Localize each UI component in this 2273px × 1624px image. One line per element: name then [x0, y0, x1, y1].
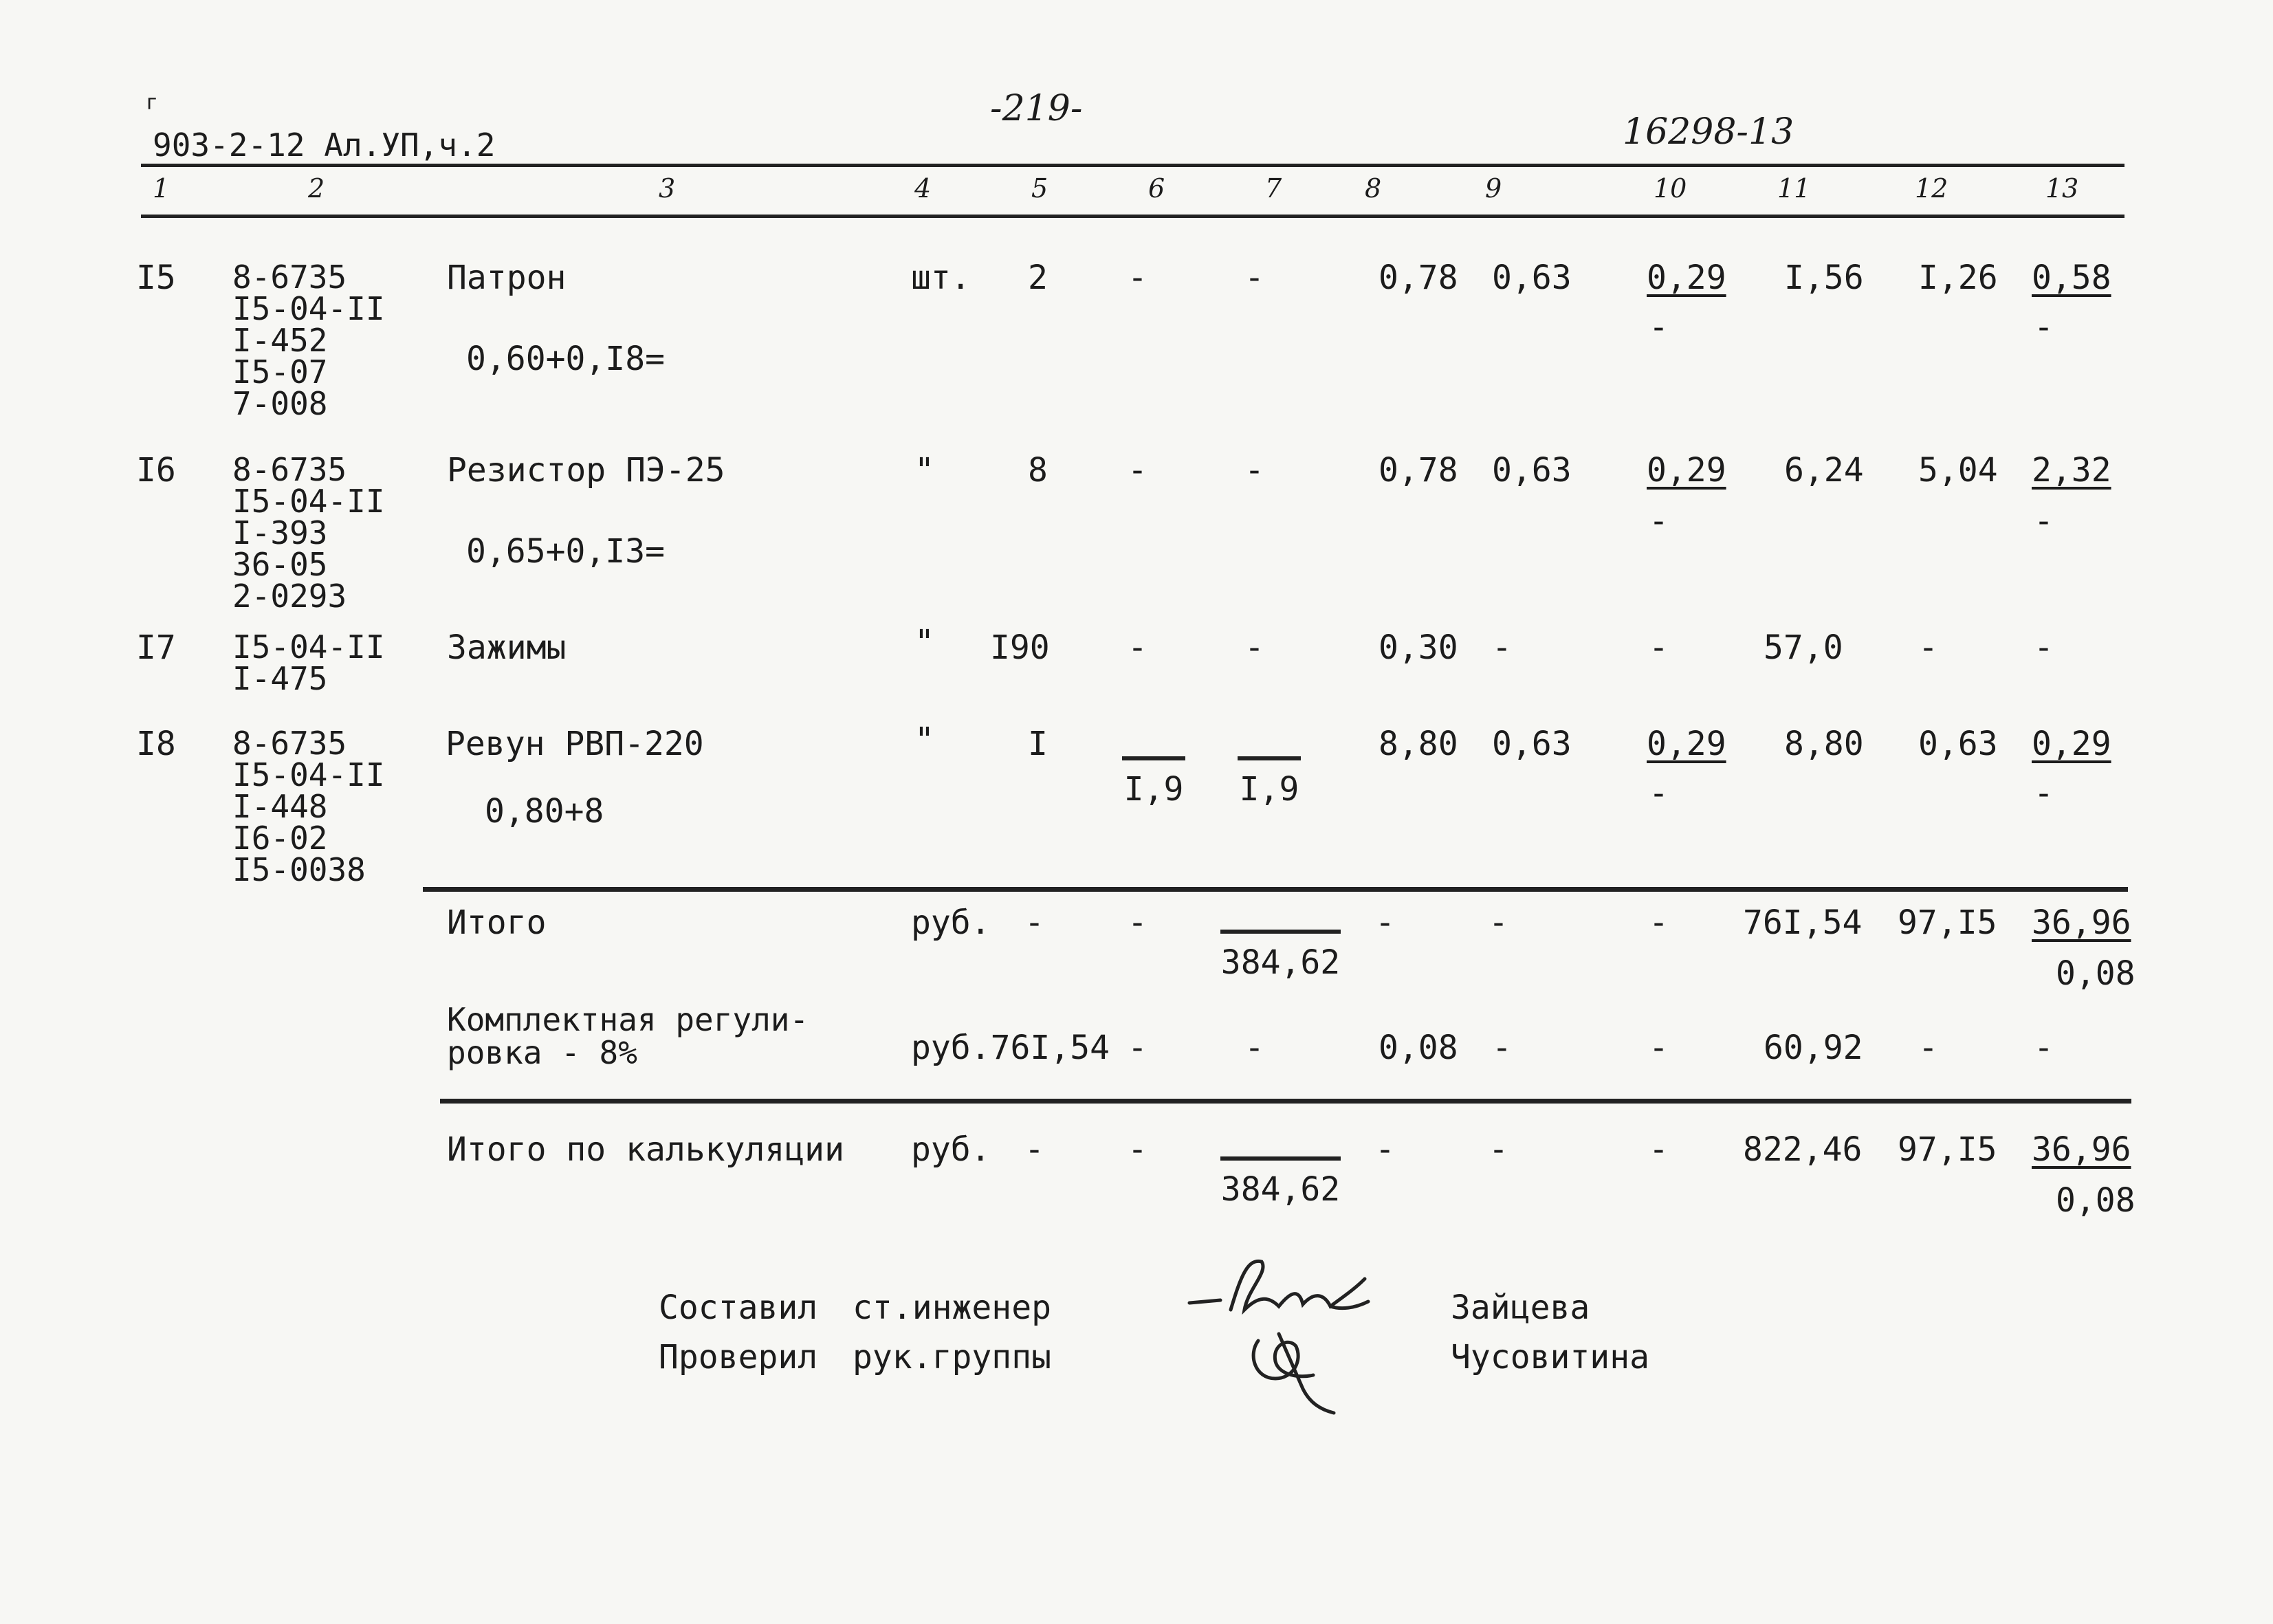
col-7-fraction: 384,62	[1220, 1156, 1341, 1209]
row-number: I6	[136, 451, 176, 490]
sheet-number: 16298-13	[1623, 111, 1794, 153]
col-9: 0,63	[1492, 451, 1572, 490]
col-8: 0,30	[1379, 628, 1458, 667]
unit: "	[914, 451, 934, 490]
checked-name: Чусовитина	[1451, 1338, 1649, 1376]
col-8: 0,78	[1379, 451, 1458, 490]
col-13: -	[2034, 1029, 2054, 1067]
quantity: I	[1028, 725, 1048, 763]
compiled-role: ст.инженер	[853, 1288, 1051, 1327]
col-9: 0,63	[1492, 725, 1572, 763]
col-7-fraction: 384,62	[1220, 930, 1341, 982]
col-12: -	[1918, 1029, 1938, 1067]
col-11: I,56	[1784, 259, 1864, 297]
norm-codes: I5-04-II I-475	[232, 628, 385, 697]
column-number-1: 1	[153, 173, 170, 204]
adjustment-label-line1: Комплектная регули-	[447, 1001, 809, 1038]
row-number: I5	[136, 259, 176, 297]
col-10: 0,29	[1647, 451, 1726, 490]
compiled-name: Зайцева	[1451, 1288, 1590, 1327]
col-7: -	[1244, 628, 1264, 667]
col-12: 97,I5	[1898, 1130, 1997, 1169]
column-number-8: 8	[1365, 173, 1382, 204]
subtotal-label: Итого	[447, 903, 547, 942]
quantity: 8	[1028, 451, 1048, 490]
col-6: -	[1128, 451, 1148, 490]
unit: "	[914, 623, 934, 661]
quantity: I90	[990, 628, 1050, 667]
col-10-sub: -	[1649, 774, 1669, 813]
column-number-7: 7	[1265, 173, 1282, 204]
item-name: Зажимы	[447, 628, 567, 667]
col-13: -	[2034, 628, 2054, 667]
unit: "	[914, 721, 934, 759]
norm-codes: 8-6735 I5-04-II I-448 I6-02 I5-0038	[232, 725, 385, 888]
col-12: 97,I5	[1898, 903, 1997, 942]
checked-label: Проверил	[659, 1338, 818, 1376]
item-formula: 0,80+8	[485, 792, 604, 831]
col-10: 0,29	[1647, 259, 1726, 297]
item-name: Резистор ПЭ-25	[447, 451, 725, 490]
quantity: 2	[1028, 259, 1048, 297]
col-11: 76I,54	[1743, 903, 1863, 942]
column-number-4: 4	[914, 173, 932, 204]
col-13-sub: -	[2034, 774, 2054, 813]
col-12: -	[1918, 628, 1938, 667]
col-8: 8,80	[1379, 725, 1458, 763]
col-6: -	[1128, 1130, 1148, 1169]
col-13-sub: 0,08	[2056, 1181, 2135, 1220]
header-bottom-rule	[141, 215, 2124, 218]
col-13: 36,96	[2032, 903, 2131, 942]
col-13-sub: 0,08	[2056, 954, 2135, 993]
checked-role: рук.группы	[853, 1338, 1051, 1376]
col-8: 0,08	[1379, 1029, 1458, 1067]
col-9: -	[1489, 1130, 1508, 1169]
col-10: -	[1649, 628, 1669, 667]
col-12: I,26	[1918, 259, 1998, 297]
col-8: 0,78	[1379, 259, 1458, 297]
col-10: -	[1649, 903, 1669, 942]
col-13: 36,96	[2032, 1130, 2131, 1169]
col-13-sub: -	[2034, 502, 2054, 540]
page-number: -219-	[990, 88, 1083, 129]
col-6: -	[1128, 628, 1148, 667]
column-number-9: 9	[1485, 173, 1502, 204]
col-10: -	[1649, 1130, 1669, 1169]
document-code: 903-2-12 Ал.УП,ч.2	[153, 127, 496, 164]
col-12: 5,04	[1918, 451, 1998, 490]
col-6: -	[1128, 1029, 1148, 1067]
col-6: -	[1128, 259, 1148, 297]
handwritten-signature-2	[1238, 1313, 1361, 1416]
adjustment-label-line2: ровка - 8%	[447, 1034, 637, 1071]
col-11: 8,80	[1784, 725, 1864, 763]
unit: руб.	[911, 903, 991, 942]
col-10-sub: -	[1649, 308, 1669, 347]
col-11: 6,24	[1784, 451, 1864, 490]
col-13: 2,32	[2032, 451, 2111, 490]
column-number-6: 6	[1148, 173, 1165, 204]
unit: руб.	[911, 1130, 991, 1169]
col-10: 0,29	[1647, 725, 1726, 763]
col-11: 822,46	[1743, 1130, 1863, 1169]
col-5: -	[1024, 903, 1044, 942]
col-7: -	[1244, 259, 1264, 297]
col-6-fraction: I,9	[1122, 756, 1185, 809]
column-number-11: 11	[1777, 173, 1811, 204]
row-number: I7	[136, 628, 176, 667]
col-9: -	[1492, 1029, 1512, 1067]
item-name: Патрон	[447, 259, 567, 297]
col-11: 57,0	[1764, 628, 1843, 667]
col-7: -	[1244, 1029, 1264, 1067]
item-formula: 0,65+0,I3=	[466, 532, 665, 571]
item-name: Ревун РВП-220	[446, 725, 704, 763]
col-9: -	[1489, 903, 1508, 942]
item-formula: 0,60+0,I8=	[466, 340, 665, 378]
col-9: -	[1492, 628, 1512, 667]
norm-codes: 8-6735 I5-04-II I-393 36-05 2-0293	[232, 451, 385, 615]
column-number-2: 2	[308, 173, 325, 204]
corner-mark: г	[146, 91, 159, 115]
column-number-3: 3	[659, 173, 676, 204]
subtotal-rule	[423, 887, 2128, 892]
col-11: 60,92	[1764, 1029, 1863, 1067]
col-13: 0,58	[2032, 259, 2111, 297]
col-13-sub: -	[2034, 308, 2054, 347]
norm-codes: 8-6735 I5-04-II I-452 I5-07 7-008	[232, 259, 385, 422]
column-number-13: 13	[2045, 173, 2079, 204]
col-8: -	[1375, 1130, 1395, 1169]
col-9: 0,63	[1492, 259, 1572, 297]
col-7-fraction: I,9	[1238, 756, 1301, 809]
col-6: -	[1128, 903, 1148, 942]
col-13: 0,29	[2032, 725, 2111, 763]
grand-total-rule	[440, 1099, 2131, 1104]
col-7: -	[1244, 451, 1264, 490]
row-number: I8	[136, 725, 176, 763]
column-number-12: 12	[1915, 173, 1948, 204]
grand-total-label: Итого по калькуляции	[447, 1130, 844, 1169]
col-12: 0,63	[1918, 725, 1998, 763]
unit: шт.	[911, 259, 971, 297]
column-number-5: 5	[1031, 173, 1048, 204]
header-top-rule	[141, 164, 2124, 167]
compiled-label: Составил	[659, 1288, 818, 1327]
adjustment-unit-value: руб.76I,54	[911, 1029, 1110, 1067]
col-10: -	[1649, 1029, 1669, 1067]
column-number-10: 10	[1654, 173, 1687, 204]
col-5: -	[1024, 1130, 1044, 1169]
col-8: -	[1375, 903, 1395, 942]
col-10-sub: -	[1649, 502, 1669, 540]
